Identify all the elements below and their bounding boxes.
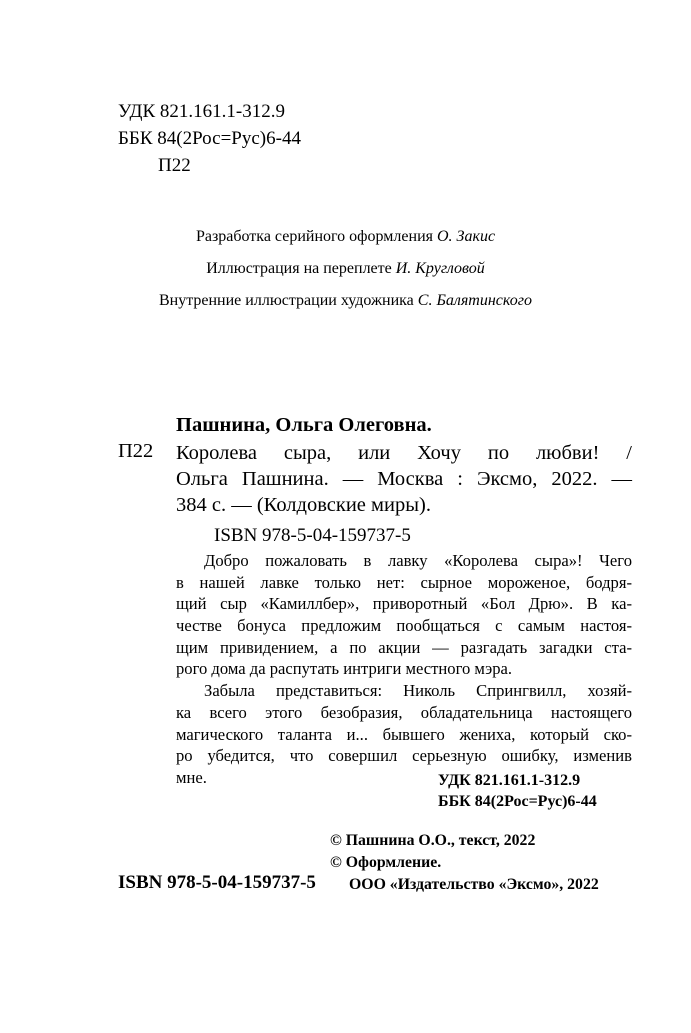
annotation-line: щий сыр «Камиллбер», приворотный «Бол Дрю». В ка- [176,594,632,614]
udk-code: УДК 821.161.1-312.9 [118,101,285,122]
annotation [176,550,632,789]
catalog-isbn: ISBN 978-5-04-159737-5 [214,525,411,546]
bottom-codes [438,770,597,812]
credit-series-design [0,228,691,246]
credit-name: И. Кругловой [395,260,485,277]
credit-name: С. Балятинского [417,292,533,309]
credit-name: О. Закис [436,228,496,245]
catalog-description [176,440,632,518]
credit-inner-illustrations [0,292,691,310]
annotation-line: ро убедится, что совершил серьезную ошибку, изменив [176,746,632,766]
copyright-publisher: ООО «Издательство «Эксмо», 2022 [349,876,599,893]
copyright-design: © Оформление. [330,854,442,871]
catalog-author: Пашнина, Ольга Олеговна. [176,414,432,436]
bottom-bbk: ББК 84(2Рос=Рус)6-44 [438,793,597,810]
annotation-line: честве бонуса предложим пообщаться с самым настоя- [176,616,632,636]
annotation-line: рого дома да распутать интриги местного мэра. [176,659,513,679]
credit-label: Иллюстрация на переплете [206,260,396,277]
annotation-line: в нашей лавке только нет: сырное мороженое, бодря- [176,572,632,592]
credit-label: Внутренние иллюстрации художника [158,292,418,309]
classification-codes [118,98,301,179]
catalog-line: Ольга Пашнина. — Москва : Эксмо, 2022. — [176,468,632,490]
credit-label: Разработка серийного оформления [195,228,437,245]
annotation-line: Забыла представиться: Николь Спрингвилл, хозяй- [204,681,632,701]
catalog-line: Королева сыра, или Хочу по любви! / [176,442,632,464]
credit-cover-illustration [0,260,691,278]
catalog-code: П22 [118,440,154,462]
author-mark: П22 [158,155,191,176]
bottom-isbn: ISBN 978-5-04-159737-5 [118,872,316,893]
annotation-line: Добро пожаловать в лавку «Королева сыра»! Чего [204,551,632,570]
copyright-text: © Пашнина О.О., текст, 2022 [330,832,536,849]
catalog-line: 384 с. — (Колдовские миры). [176,494,431,516]
annotation-line: ка всего этого безобразия, обладательница настоящего [176,702,632,722]
annotation-line: мне. [176,767,207,787]
annotation-line: щим привидением, а по акции — разгадать загадки ста- [176,637,632,657]
annotation-line: магического таланта и... бывшего жениха, который ско- [176,724,632,744]
bbk-code: ББК 84(2Рос=Рус)6-44 [118,128,301,149]
bottom-udk: УДК 821.161.1-312.9 [438,772,581,789]
